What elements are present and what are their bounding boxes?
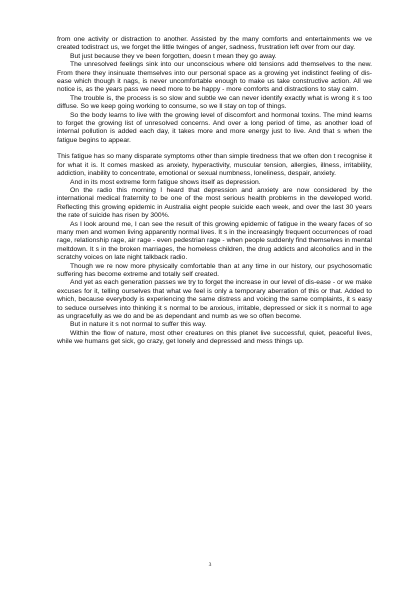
section-2 [57, 153, 372, 346]
paragraph: But just because they ve been forgotten, doesn t mean they go away. [70, 52, 277, 60]
paragraph: But in nature it s not normal to suffer this way. [70, 321, 207, 329]
paragraph: The trouble is, the process is so slow and subtle we can never identify exactly what is wrong it s too diffuse. So we keep going working to consume, so we ll stay on top of things. [57, 94, 372, 111]
section-break [57, 145, 372, 153]
paragraph: Though we re now more physically comfortable than at any time in our history, our psychosomatic suffering has become extreme and totally self created. [57, 262, 372, 278]
paragraph: On the radio this morning I heard that depression and anxiety are now considered by the international medical fraternity to be one of the most serious health problems in the developed world. Reflecting this growing epidemic in Australia eight people suicide each week, and over the last 30 years the rate of suicide has risen by 300%. [57, 186, 372, 220]
section-1 [57, 36, 372, 145]
page-number: 3 [208, 562, 212, 568]
paragraph: And yet as each generation passes we try to forget the increase in our level of dis-ease - or we make excuses for it, telling ourselves that what we feel is only a temporary aberration of this or that. Added to which, because everybody is experiencing the same distress and voicing the same complaints, it s easy to seduce ourselves into thinking it s normal to be anxious, irritable, depressed or sick it s normal to age as ungracefully as we do and be as dependant and numb as we so often become. [57, 279, 372, 320]
paragraph: Within the flow of nature, most other creatures on this planet live successful, quiet, peaceful lives, while we humans get sick, go crazy, get lonely and depressed and mess things up. [57, 329, 372, 346]
paragraph: The unresolved feelings sink into our unconscious where old tensions add themselves to the new. From there they insinuate themselves into our personal space as a growing yet indistinct feeling of dis-ease which though it nags, is never uncomfortable enough to make us take constructive action. All we notice is, as the years pass we need more to be happy - more comforts and distractions to stay calm. [57, 61, 372, 94]
paragraph: from one activity or distraction to another. Assisted by the many comforts and entertainments we ve created todistract us, we forget the little twinges of anger, sadness, frustration left over from our day. [57, 36, 372, 52]
paragraph: So the body learns to live with the growing level of discomfort and hormonal toxins. The mind learns to forget the growing list of unresolved concerns. And over a long period of time, as another load of internal pollution is added each day, it takes more and more energy just to live. And that s when the fatigue begins to appear. [57, 111, 372, 144]
paragraph: And in its most extreme form fatigue shows itself as depression. [70, 178, 261, 186]
paragraph: As I look around me, I can see the result of this growing epidemic of fatigue in the weary faces of so many men and women living apparently normal lives. It s in the increasingly frequent occurrences of road rage, relationship rage, air rage - even pedestrian rage - when people suddenly find themselves in mental meltdown. It s in the broken marriages, the homeless children, the drug addicts and alcoholics and in the scratchy voices on late night talkback radio. [57, 220, 372, 262]
paragraph: This fatigue has so many disparate symptoms other than simple tiredness that we often don t recognise it for what it is. It comes masked as anxiety, hyperactivity, muscular tension, allergies, illness, irritability, addiction, inability to concentrate, emotional or sexual numbness, loneliness, despair, anxiety. [57, 153, 372, 178]
